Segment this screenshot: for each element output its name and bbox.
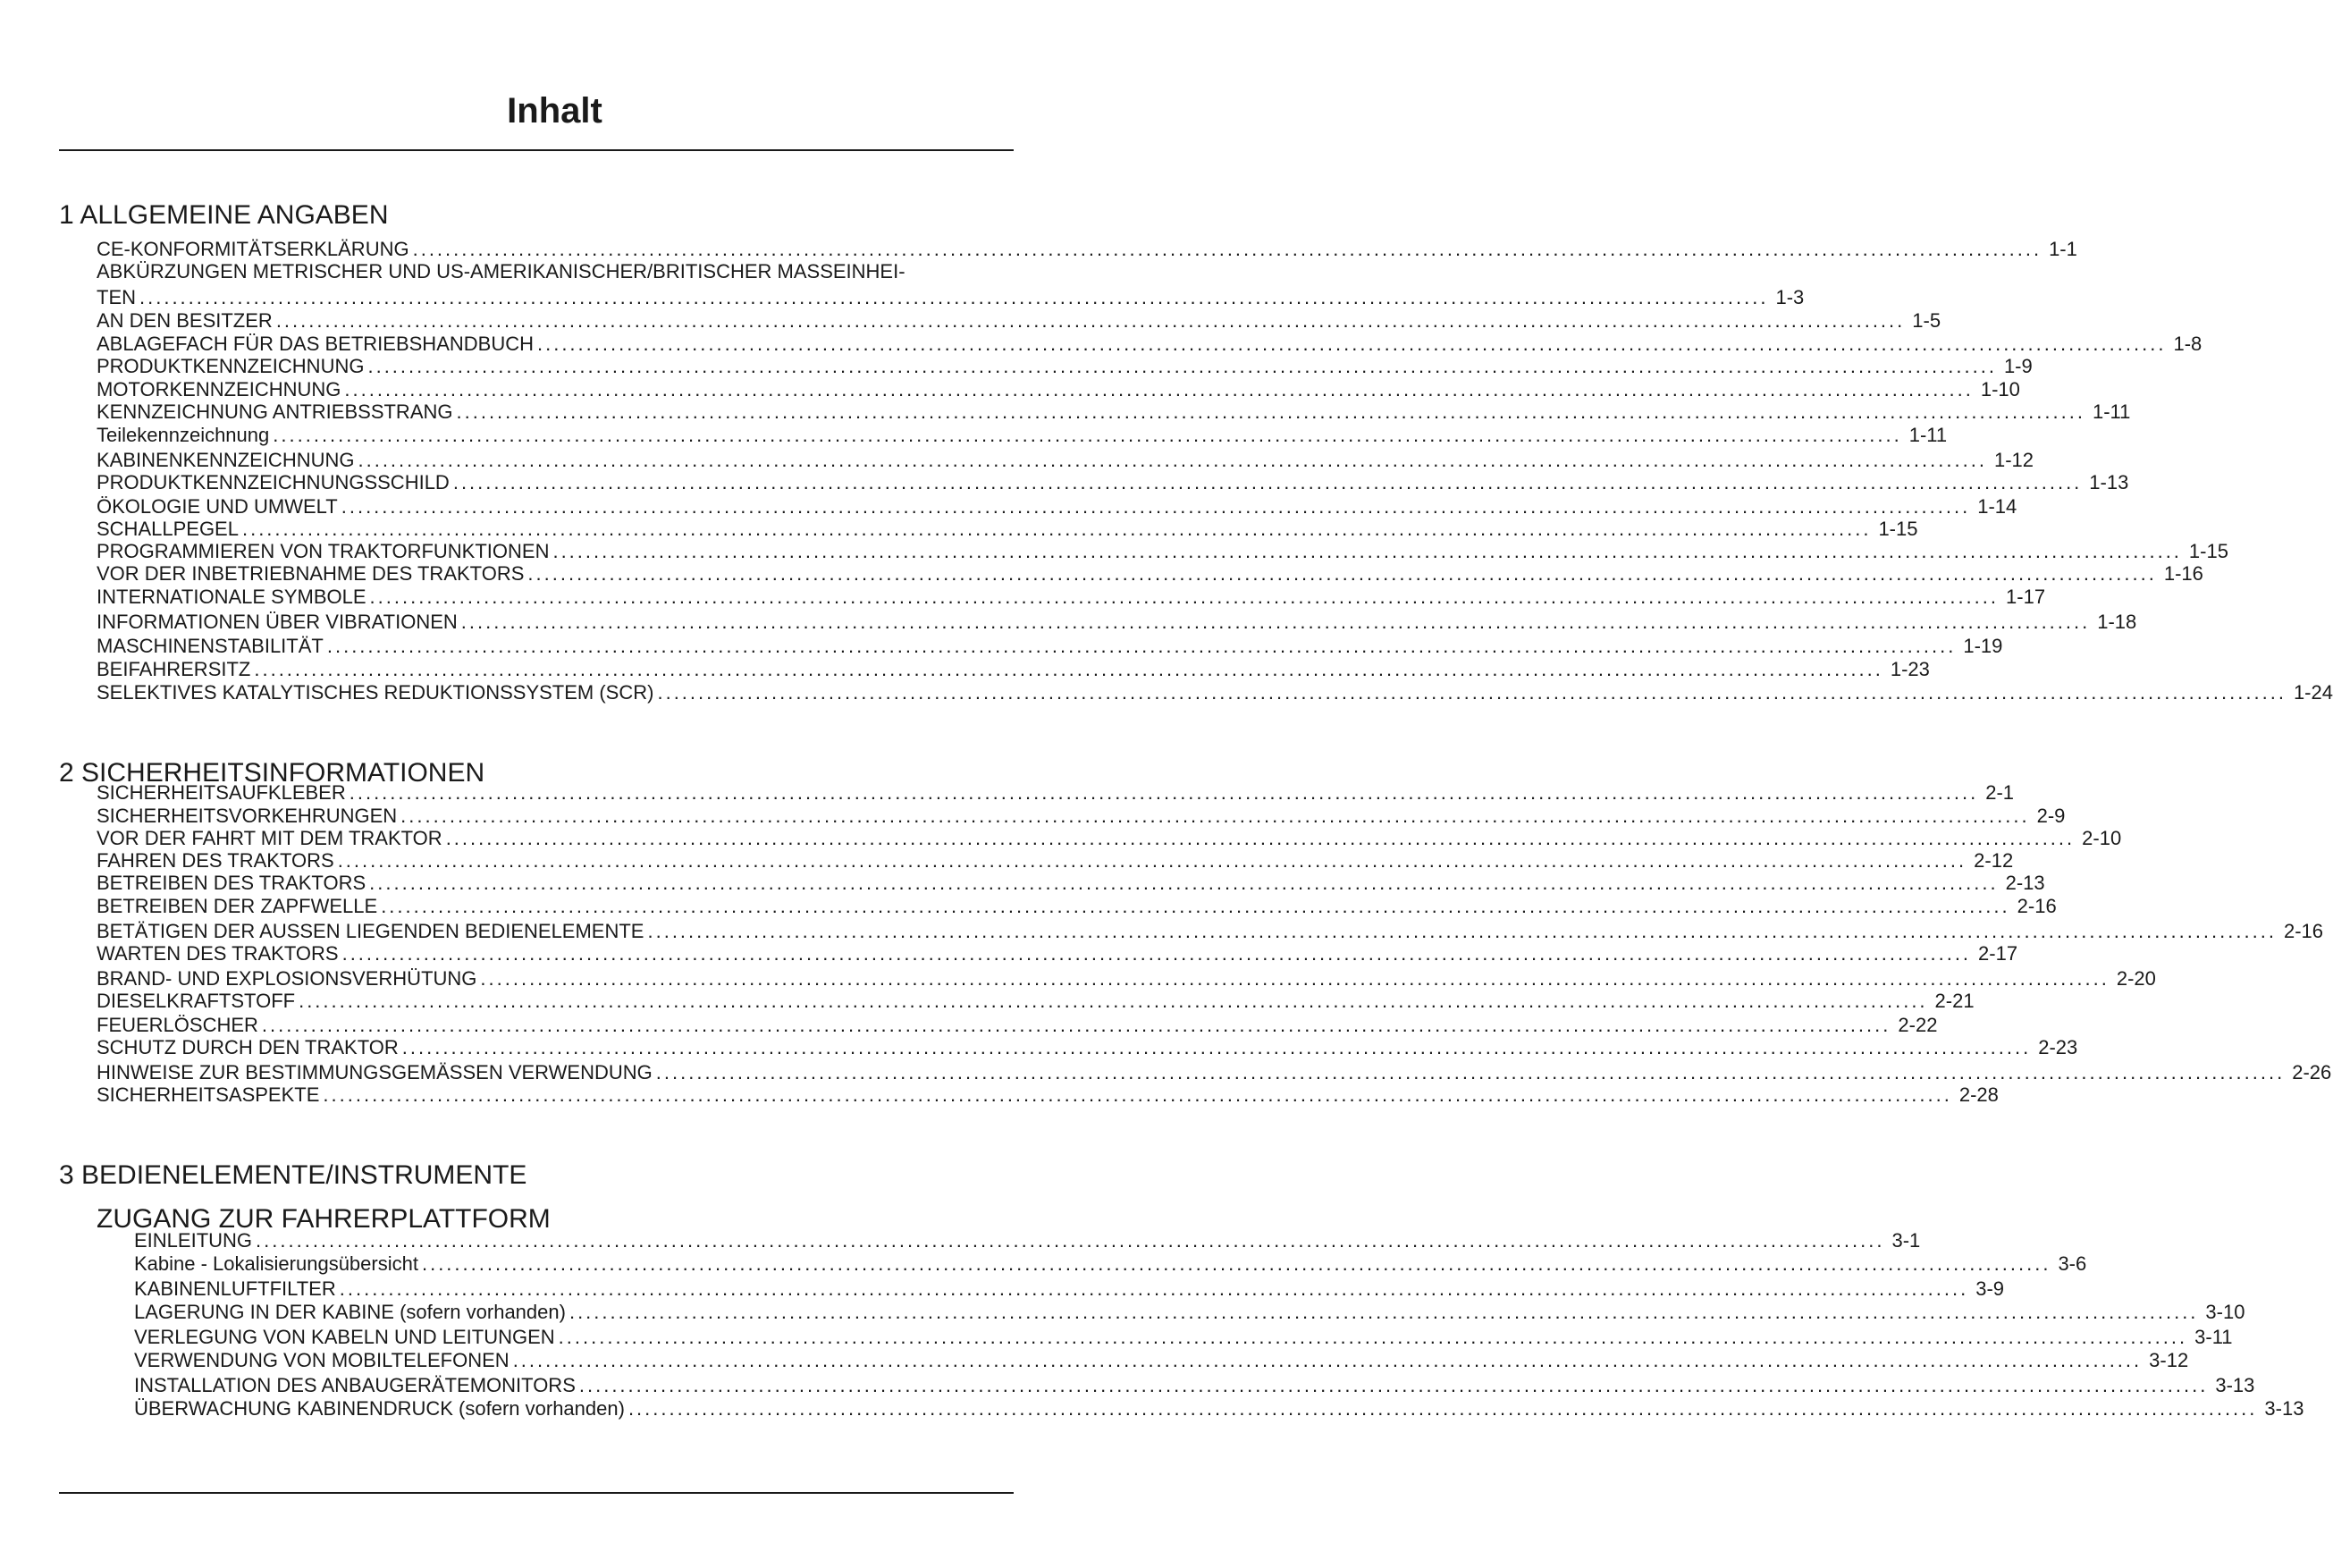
toc-entry-page: 2-17 [1978,942,2018,965]
toc-entry-page: 1-9 [2003,355,2033,377]
toc-entry[interactable] [97,449,2034,472]
toc-leader-dots: ........................................................................................................................................................................................................ [369,872,1999,894]
toc-entry[interactable] [134,1326,2233,1349]
toc-entry-title: LAGERUNG IN DER KABINE (sofern vorhanden) [134,1301,566,1323]
toc-entry-title: ABLAGEFACH FÜR DAS BETRIEBSHANDBUCH [97,333,534,355]
toc-entry[interactable] [97,562,2203,586]
toc-entry-page: 2-28 [1958,1083,1999,1106]
toc-entry-page: 3-6 [2058,1252,2087,1275]
toc-entry-title: ÖKOLOGIE UND UMWELT [97,495,338,518]
toc-entry[interactable] [97,1014,1938,1037]
toc-entry[interactable] [97,967,2156,991]
toc-leader-dots: ........................................................................................................................................................................................................ [452,471,2083,493]
toc-entry-page: 2-21 [1934,990,1975,1012]
toc-entry[interactable] [97,895,2057,918]
toc-entry-page: 3-12 [2149,1349,2189,1371]
toc-entry[interactable] [97,1083,1999,1107]
toc-entry-title: EINLEITUNG [134,1229,253,1252]
toc-entry[interactable] [97,400,2131,424]
toc-leader-dots: ........................................................................................................................................................................................................ [358,449,1987,471]
toc-entry-title: AN DEN BESITZER [97,309,273,332]
toc-entry-title: TEN [97,286,136,308]
toc-entry-title: BRAND- UND EXPLOSIONSVERHÜTUNG [97,967,477,990]
toc-entry[interactable] [134,1397,2304,1420]
toc-entry-title: SICHERHEITSAUFKLEBER [97,781,346,804]
toc-entry[interactable] [97,681,2333,704]
toc-leader-dots: ........................................................................................................................................................................................................ [323,1083,1952,1106]
toc-entry-title: SICHERHEITSASPEKTE [97,1083,320,1106]
toc-entry[interactable] [97,286,1805,309]
toc-entry[interactable] [97,518,1918,541]
header-rule [59,149,1014,151]
toc-leader-dots: ........................................................................................................................................................................................................ [241,518,1872,540]
toc-leader-dots: ........................................................................................................................................................................................................ [254,658,1883,680]
toc-entry-page: 1-8 [2173,333,2202,355]
toc-leader-dots: ........................................................................................................................................................................................................ [326,635,1957,657]
toc-entry[interactable] [97,378,2020,401]
toc-entry-page: 2-16 [2283,920,2323,942]
toc-entry[interactable] [134,1301,2245,1324]
toc-leader-dots: ........................................................................................................................................................................................................ [344,378,1974,400]
toc-entry[interactable] [97,1036,2078,1059]
toc-entry[interactable] [97,827,2122,850]
toc-entry-page: 1-11 [2092,400,2131,423]
toc-entry-page: 1-12 [1993,449,2034,471]
toc-leader-dots: ........................................................................................................................................................................................................ [460,611,2091,633]
toc-entry-title: DIESELKRAFTSTOFF [97,990,296,1012]
toc-entry-title: PROGRAMMIEREN VON TRAKTORFUNKTIONEN [97,540,550,562]
toc-entry-page: 1-14 [1977,495,2017,518]
toc-entry[interactable] [97,920,2323,943]
toc-entry[interactable] [97,849,2014,873]
toc-entry[interactable] [97,495,2017,518]
toc-entry-title: KENNZEICHNUNG ANTRIEBSSTRANG [97,400,453,423]
chapter-heading: 2 SICHERHEITSINFORMATIONEN [59,758,485,788]
toc-entry-title: WARTEN DES TRAKTORS [97,942,339,965]
toc-entry[interactable] [97,333,2202,356]
toc-leader-dots: ........................................................................................................................................................................................................ [299,990,1928,1012]
toc-leader-dots: ........................................................................................................................................................................................................ [367,355,1997,377]
toc-entry-page: 3-11 [2194,1326,2233,1348]
toc-entry-page: 3-13 [2264,1397,2304,1420]
chapter-heading: 3 BEDIENELEMENTE/INSTRUMENTE [59,1160,527,1190]
toc-leader-dots: ........................................................................................................................................................................................................ [261,1014,1891,1036]
toc-leader-dots: ........................................................................................................................................................................................................ [552,540,2182,562]
toc-entry-page: 1-11 [1908,424,1948,446]
section-heading: ZUGANG ZUR FAHRERPLATTFORM [97,1204,551,1234]
toc-entry-page: 1-16 [2163,562,2203,585]
toc-entry-title: HINWEISE ZUR BESTIMMUNGSGEMÄSSEN VERWENDUNG [97,1061,653,1083]
toc-entry-page: 1-10 [1980,378,2020,400]
toc-entry-page: 2-13 [2005,872,2045,894]
toc-entry[interactable] [134,1277,2005,1301]
toc-entry[interactable] [97,238,2077,261]
toc-entry[interactable] [97,635,2003,658]
toc-entry-title: VERWENDUNG VON MOBILTELEFONEN [134,1349,510,1371]
toc-entry[interactable] [97,309,1941,333]
toc-entry-page: 3-13 [2215,1374,2255,1396]
toc-entry-title: MASCHINENSTABILITÄT [97,635,324,657]
toc-entry[interactable] [97,424,1948,447]
toc-leader-dots: ........................................................................................................................................................................................................ [456,400,2085,423]
toc-entry-title: MOTORKENNZEICHNUNG [97,378,341,400]
toc-entry[interactable] [97,540,2228,563]
toc-entry-page: 3-10 [2205,1301,2245,1323]
toc-leader-dots: ........................................................................................................................................................................................................ [400,805,2030,827]
toc-entry-page: 1-5 [1912,309,1941,332]
toc-entry-title: SELEKTIVES KATALYTISCHES REDUKTIONSSYSTEM (SCR) [97,681,654,704]
toc-leader-dots: ........................................................................................................................................................................................................ [558,1326,2188,1348]
footer-rule [59,1492,1014,1494]
toc-entry-page: 1-3 [1775,286,1805,308]
toc-entry-title: BEIFAHRERSITZ [97,658,251,680]
toc-entry-title: BETREIBEN DER ZAPFWELLE [97,895,378,917]
toc-entry[interactable] [134,1252,2087,1276]
toc-entry-title: PRODUKTKENNZEICHNUNG [97,355,365,377]
toc-leader-dots: ........................................................................................................................................................................................................ [341,495,1971,518]
toc-leader-dots: ........................................................................................................................................................................................................ [275,309,1906,332]
toc-leader-dots: ........................................................................................................................................................................................................ [256,1229,1885,1252]
toc-entry[interactable] [134,1374,2255,1397]
toc-entry-title: ÜBERWACHUNG KABINENDRUCK (sofern vorhanden) [134,1397,625,1420]
toc-leader-dots: ........................................................................................................................................................................................................ [381,895,2010,917]
toc-entry-page: 1-13 [2089,471,2129,493]
toc-entry[interactable] [97,471,2129,494]
toc-entry-title: BETÄTIGEN DER AUSSEN LIEGENDEN BEDIENELEMENTE [97,920,644,942]
toc-entry-title: BETREIBEN DES TRAKTORS [97,872,366,894]
toc-entry-title: PRODUKTKENNZEICHNUNGSSCHILD [97,471,450,493]
toc-leader-dots: ........................................................................................................................................................................................................ [647,920,2277,942]
toc-entry-page: 2-20 [2116,967,2156,990]
toc-leader-dots: ........................................................................................................................................................................................................ [578,1374,2209,1396]
toc-leader-dots: ........................................................................................................................................................................................................ [339,1277,1969,1300]
toc-leader-dots: ........................................................................................................................................................................................................ [139,286,1769,308]
toc-entry-title: Kabine - Lokalisierungsübersicht [134,1252,418,1275]
toc-entry-title: VERLEGUNG VON KABELN UND LEITUNGEN [134,1326,555,1348]
toc-entry-page: 2-23 [2038,1036,2078,1058]
chapter-heading: 1 ALLGEMEINE ANGABEN [59,200,389,230]
toc-entry-title: INTERNATIONALE SYMBOLE [97,586,366,608]
toc-entry-title: SCHUTZ DURCH DEN TRAKTOR [97,1036,399,1058]
toc-leader-dots: ........................................................................................................................................................................................................ [412,238,2042,260]
toc-leader-dots: ........................................................................................................................................................................................................ [536,333,2167,355]
toc-entry-page: 2-10 [2082,827,2122,849]
toc-entry-page: 2-1 [1985,781,2014,804]
toc-leader-dots: ........................................................................................................................................................................................................ [401,1036,2032,1058]
toc-entry[interactable] [97,355,2033,378]
toc-leader-dots: ........................................................................................................................................................................................................ [349,781,1979,804]
toc-entry-page: 1-1 [2049,238,2077,260]
toc-entry[interactable] [97,1061,2332,1084]
toc-entry-page: 2-16 [2017,895,2057,917]
toc-entry-title: FEUERLÖSCHER [97,1014,258,1036]
toc-entry[interactable] [97,586,2046,609]
toc-entry-title: Teilekennzeichnung [97,424,270,446]
toc-leader-dots: ........................................................................................................................................................................................................ [445,827,2076,849]
toc-entry-page: 2-12 [1974,849,2014,872]
toc-leader-dots: ........................................................................................................................................................................................................ [421,1252,2051,1275]
toc-entry-page: 1-19 [1963,635,2003,657]
toc-leader-dots: ........................................................................................................................................................................................................ [627,1397,2258,1420]
toc-entry-title: KABINENKENNZEICHNUNG [97,449,355,471]
toc-entry-page: 2-9 [2036,805,2066,827]
toc-leader-dots: ........................................................................................................................................................................................................ [512,1349,2143,1371]
toc-leader-dots: ........................................................................................................................................................................................................ [273,424,1902,446]
toc-entry-title: CE-KONFORMITÄTSERKLÄRUNG [97,238,409,260]
toc-leader-dots: ........................................................................................................................................................................................................ [657,681,2287,704]
toc-leader-dots: ........................................................................................................................................................................................................ [369,586,2000,608]
toc-leader-dots: ........................................................................................................................................................................................................ [337,849,1967,872]
toc-entry[interactable] [97,781,2014,805]
toc-entry[interactable] [97,611,2137,634]
toc-entry-page: 3-1 [1891,1229,1921,1252]
toc-entry[interactable] [97,872,2045,895]
page-title: Inhalt [507,91,602,131]
toc-leader-dots: ........................................................................................................................................................................................................ [480,967,2110,990]
toc-entry-page: 1-15 [2188,540,2228,562]
toc-entry[interactable] [97,990,1975,1013]
toc-entry-title: INSTALLATION DES ANBAUGERÄTEMONITORS [134,1374,576,1396]
toc-entry[interactable] [97,942,2018,965]
toc-leader-dots: ........................................................................................................................................................................................................ [569,1301,2199,1323]
toc-leader-dots: ........................................................................................................................................................................................................ [341,942,1972,965]
toc-entry-title: SICHERHEITSVORKEHRUNGEN [97,805,398,827]
toc-entry-page: 2-26 [2292,1061,2332,1083]
toc-entry[interactable] [97,805,2066,828]
toc-entry-title: FAHREN DES TRAKTORS [97,849,334,872]
toc-entry-page: 3-9 [1975,1277,2005,1300]
toc-entry-title: INFORMATIONEN ÜBER VIBRATIONEN [97,611,458,633]
toc-leader-dots: ........................................................................................................................................................................................................ [527,562,2157,585]
toc-entry-page: 1-15 [1878,518,1918,540]
toc-entry-page: 2-22 [1898,1014,1938,1036]
toc-entry[interactable] [97,658,1930,681]
toc-entry-page: 1-17 [2006,586,2046,608]
toc-entry[interactable] [134,1229,1921,1252]
toc-entry-title: VOR DER FAHRT MIT DEM TRAKTOR [97,827,442,849]
toc-entry-title: VOR DER INBETRIEBNAHME DES TRAKTORS [97,562,525,585]
toc-entry-title: SCHALLPEGEL [97,518,239,540]
toc-entry[interactable] [134,1349,2189,1372]
toc-leader-dots: ........................................................................................................................................................................................................ [655,1061,2286,1083]
toc-entry-page: 1-23 [1890,658,1930,680]
toc-entry-page: 1-18 [2097,611,2137,633]
toc-entry-title-line: ABKÜRZUNGEN METRISCHER UND US-AMERIKANISCHER/BRITISCHER MASSEINHEI- [97,260,905,282]
toc-entry-page: 1-24 [2293,681,2333,704]
toc-entry-title: KABINENLUFTFILTER [134,1277,336,1300]
